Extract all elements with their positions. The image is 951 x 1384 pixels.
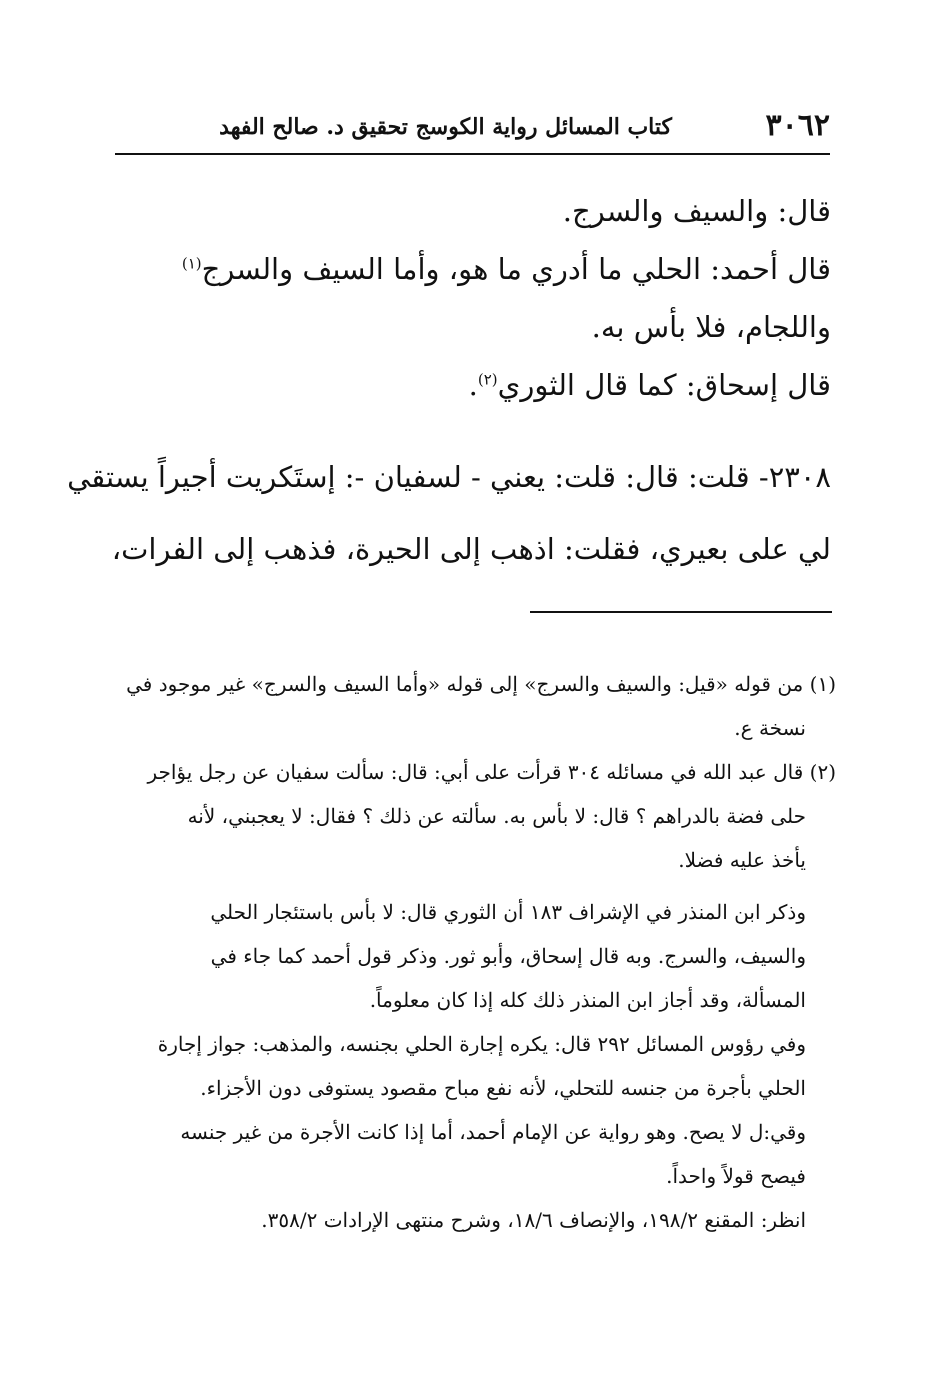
main-text-block-2 bbox=[67, 446, 831, 590]
page-header bbox=[115, 100, 830, 150]
text-line: قال: والسيف والسرج. bbox=[562, 194, 831, 228]
footnote-line: الحلي بأجرة من جنسه للتحلي، لأنه نفع مباح مقصود يستوفى دون الأجزاء. bbox=[200, 1076, 806, 1100]
text-line: قال أحمد: الحلي ما أدري ما هو، وأما السيف والسرج$^{(١)}$ bbox=[181, 252, 831, 286]
main-text-block-1 bbox=[111, 182, 831, 414]
footnote-line: والسيف، والسرج. وبه قال إسحاق، وأبو ثور. وذكر قول أحمد كما جاء في bbox=[210, 944, 806, 968]
footnote-line: (٢) قال عبد الله في مسائله ٣٠٤ قرأت على أبي: قال: سألت سفيان عن رجل يؤاجر bbox=[147, 760, 836, 784]
text-line: ٢٣٠٨- قلت: قال: قلت: يعني - لسفيان -: إستَكريت أجيراً يستقي bbox=[67, 460, 831, 494]
footnote-line: نسخة ع. bbox=[734, 716, 806, 740]
text-line: واللجام، فلا بأس به. bbox=[591, 310, 831, 344]
footnote-line: المسألة، وقد أجاز ابن المنذر ذلك كله إذا كان معلوماً. bbox=[369, 988, 806, 1012]
footnote-line: (١) من قوله «قيل: والسيف والسرج» إلى قوله «وأما السيف والسرج» غير موجود في bbox=[126, 672, 836, 696]
footnote-line: فيصح قولاً واحداً. bbox=[666, 1164, 806, 1188]
running-title: كتاب المسائل رواية الكوسج تحقيق د. صالح الفهد bbox=[219, 114, 672, 140]
text-line: لي على بعيري، فقلت: اذهب إلى الحيرة، فذهب إلى الفرات، bbox=[111, 532, 831, 566]
footnote-marker-2: (٢) bbox=[477, 370, 498, 389]
page-number: ٣٠٦٢ bbox=[765, 108, 830, 143]
footnote-line: وفي رؤوس المسائل ٢٩٢ قال: يكره إجارة الحلي بجنسه، والمذهب: جواز إجارة bbox=[157, 1032, 806, 1056]
footnote-separator bbox=[530, 611, 832, 613]
footnote-line: وذكر ابن المنذر في الإشراف ١٨٣ أن الثوري قال: لا بأس باستئجار الحلي bbox=[210, 900, 806, 924]
footnote-line: حلى فضة بالدراهم ؟ قال: لا بأس به. سألته عن ذلك ؟ فقال: لا يعجبني، لأنه bbox=[187, 804, 806, 828]
footnote-line: وقي:ل لا يصح. وهو رواية عن الإمام أحمد، أما إذا كانت الأجرة من غير جنسه bbox=[180, 1120, 806, 1144]
footnote-marker-1: (١) bbox=[181, 254, 202, 273]
footnote-line: يأخذ عليه فضلا. bbox=[678, 848, 806, 872]
footnotes bbox=[116, 662, 836, 1242]
footnote-line: انظر: المقنع ١٩٨/٢، والإنصاف ١٨/٦، وشرح منتهى الإرادات ٣٥٨/٢. bbox=[261, 1208, 806, 1232]
header-rule bbox=[115, 153, 830, 155]
text-line: قال إسحاق: كما قال الثوري$^{(٢)}$. bbox=[468, 368, 831, 402]
